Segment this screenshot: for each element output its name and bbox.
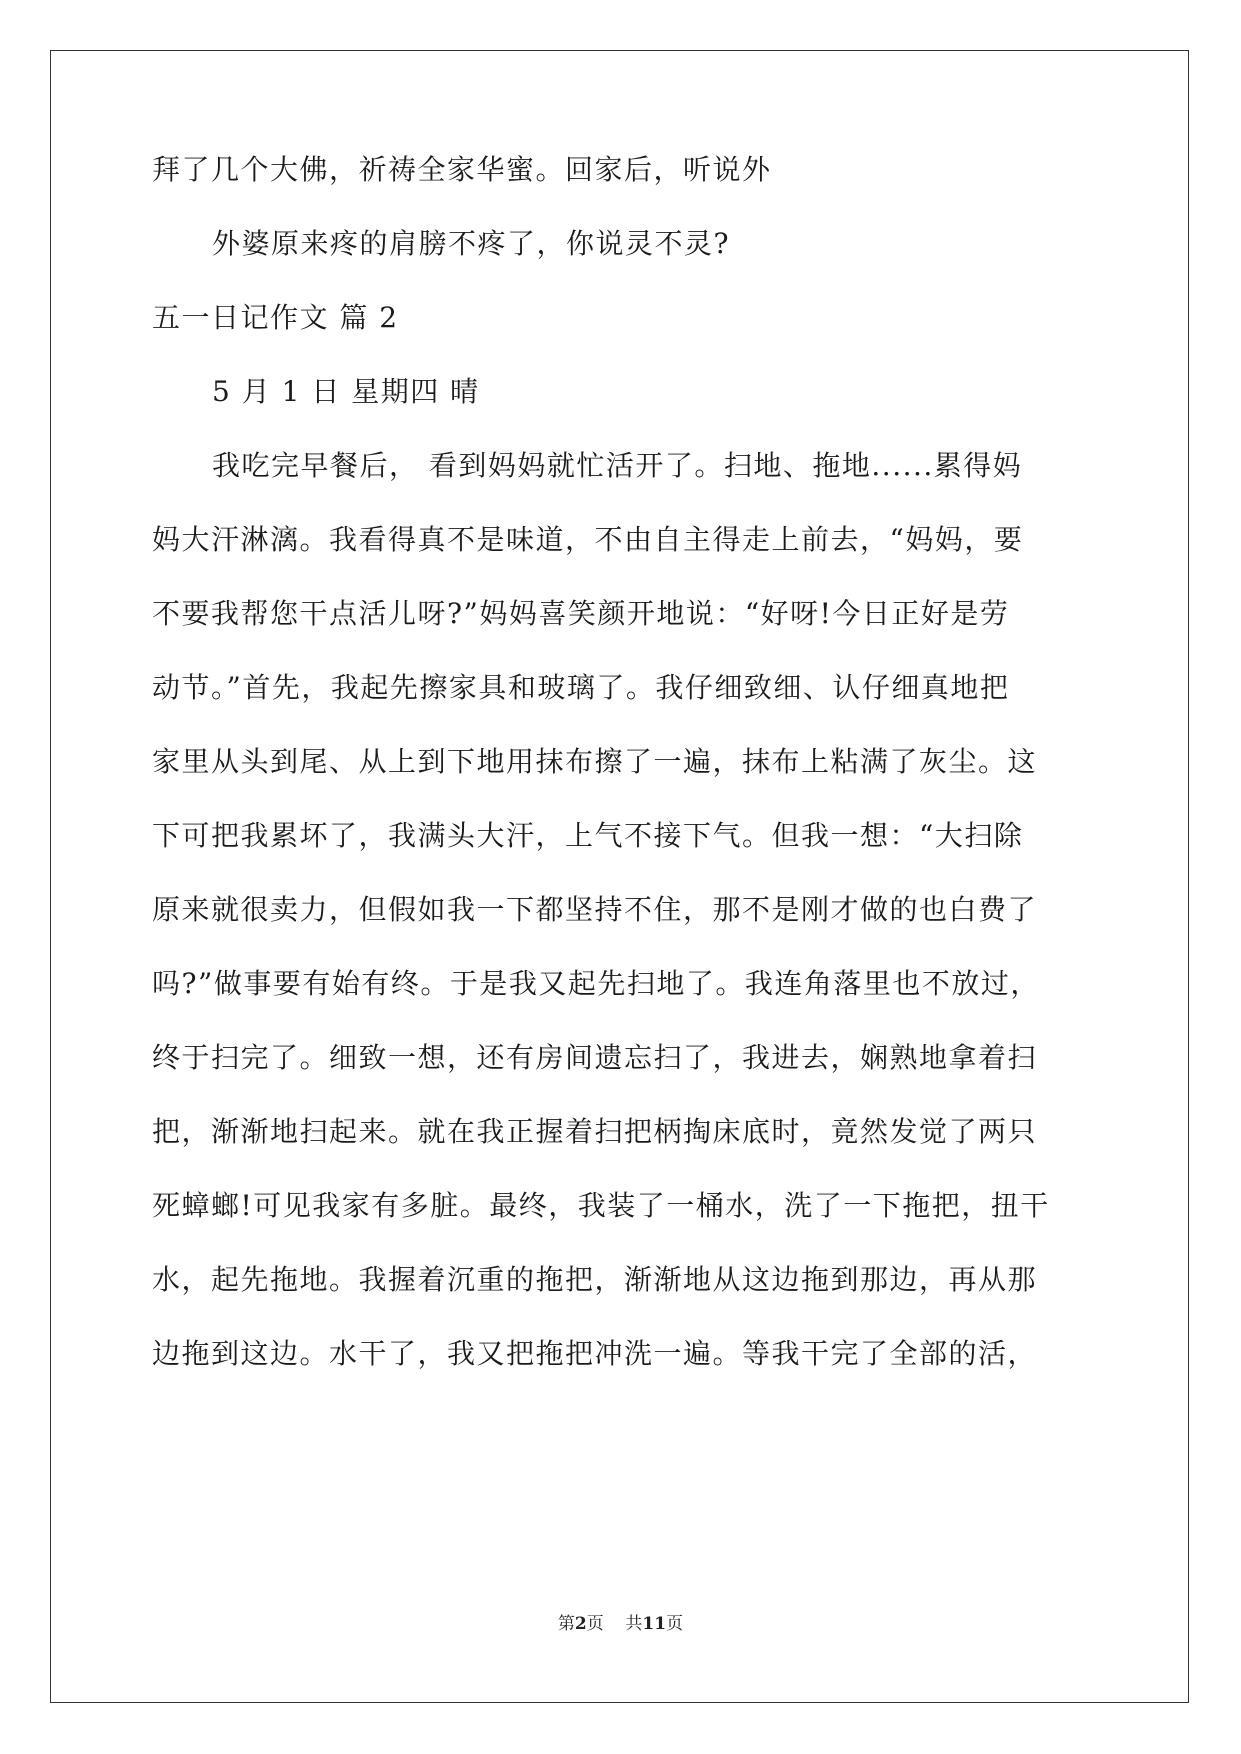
page-prefix: 第 <box>557 1614 575 1634</box>
text-line-7: 不要我帮您干点活儿呀?”妈妈喜笑颜开地说：“好呀!今日正好是劳 <box>152 597 1010 630</box>
text-line-9: 家里从头到尾、从上到下地用抹布擦了一遍，抹布上粘满了灰尘。这 <box>152 745 1038 778</box>
text-line-12: 吗?”做事要有始有终。于是我又起先扫地了。我连角落里也不放过， <box>152 967 1040 1000</box>
diary-date-line: 5 月 1 日 星期四 晴 <box>212 375 480 408</box>
text-line-11: 原来就很卖力，但假如我一下都坚持不住，那不是刚才做的也白费了 <box>152 893 1038 926</box>
text-line-17: 边拖到这边。水干了，我又把拖把冲洗一遍。等我干完了全部的活， <box>152 1337 1038 1370</box>
text-line-10: 下可把我累坏了，我满头大汗，上气不接下气。但我一想：“大扫除 <box>152 819 1024 852</box>
text-line-1: 拜了几个大佛，祈祷全家华蜜。回家后，听说外 <box>152 153 772 186</box>
text-line-15: 死蟑螂!可见我家有多脏。最终，我装了一桶水，洗了一下拖把，扭干 <box>152 1189 1050 1222</box>
total-pages: 11 <box>642 1614 667 1634</box>
text-line-5: 我吃完早餐后， 看到妈妈就忙活开了。扫地、拖地......累得妈 <box>212 449 1023 482</box>
page-suffix: 页 <box>586 1614 604 1634</box>
total-prefix: 共 <box>625 1614 643 1634</box>
text-line-8: 动节。”首先，我起先擦家具和玻璃了。我仔细致细、认仔细真地把 <box>152 671 1010 704</box>
page-footer <box>0 1612 1241 1636</box>
total-suffix: 页 <box>666 1614 684 1634</box>
text-line-2: 外婆原来疼的肩膀不疼了，你说灵不灵? <box>212 227 731 260</box>
text-line-16: 水，起先拖地。我握着沉重的拖把，渐渐地从这边拖到那边，再从那 <box>152 1263 1038 1296</box>
page-number: 2 <box>574 1614 587 1634</box>
section-heading: 五一日记作文 篇 2 <box>152 301 399 334</box>
text-line-14: 把，渐渐地扫起来。就在我正握着扫把柄掏床底时，竟然发觉了两只 <box>152 1115 1038 1148</box>
text-line-6: 妈大汗淋漓。我看得真不是味道，不由自主得走上前去，“妈妈，要 <box>152 523 1024 556</box>
text-line-13: 终于扫完了。细致一想，还有房间遗忘扫了，我进去，娴熟地拿着扫 <box>152 1041 1038 1074</box>
